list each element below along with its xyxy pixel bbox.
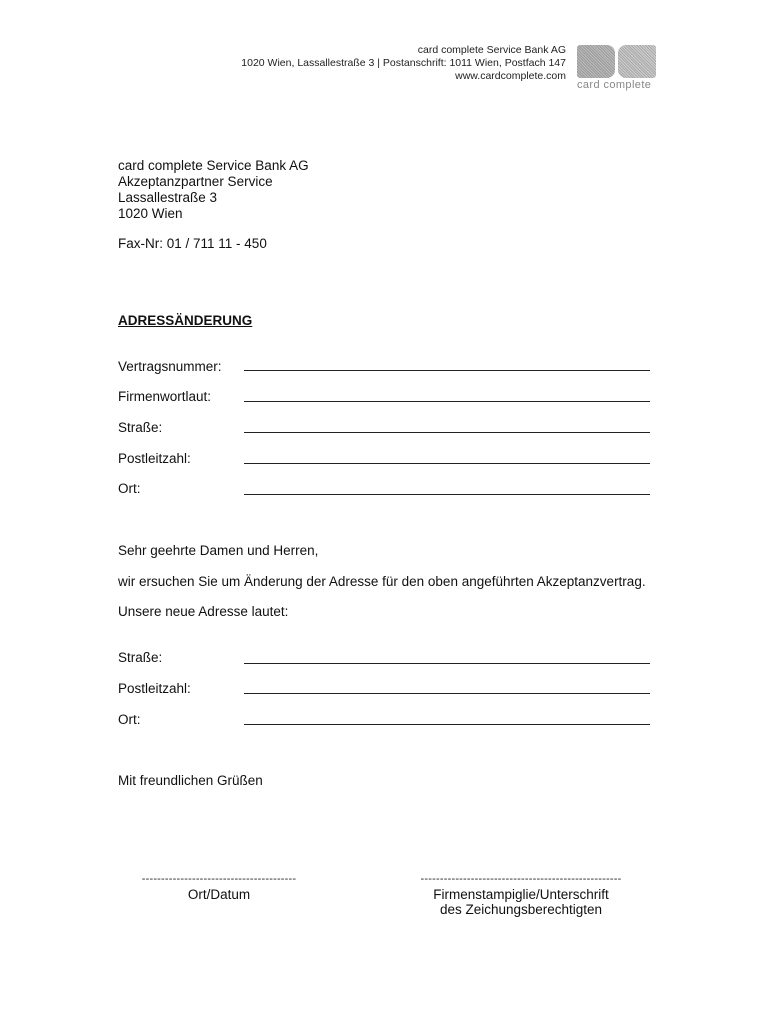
city-field[interactable] — [244, 494, 650, 495]
logo-block-right — [618, 45, 656, 78]
new-city-label: Ort: — [118, 712, 141, 727]
new-street-field[interactable] — [244, 663, 650, 664]
street-field[interactable] — [244, 432, 650, 433]
place-date-label: Ort/Datum — [187, 887, 251, 902]
signature-block — [405, 872, 637, 917]
city-label: Ort: — [118, 481, 141, 496]
signature-label-line-2: des Zeichungsberechtigten — [439, 902, 603, 917]
company-name-field[interactable] — [244, 401, 650, 402]
letterhead — [241, 44, 566, 83]
street-label: Straße: — [118, 420, 163, 435]
card-complete-logo — [577, 45, 659, 93]
letterhead-website: www.cardcomplete.com — [455, 70, 566, 82]
new-postal-code-label: Postleitzahl: — [118, 681, 191, 696]
contract-number-label: Vertragsnummer: — [118, 359, 222, 374]
postal-code-label: Postleitzahl: — [118, 451, 191, 466]
new-address-intro: Unsere neue Adresse lautet: — [118, 604, 289, 619]
signature-label-line-1: Firmenstampiglie/Unterschrift — [433, 887, 609, 902]
salutation: Sehr geehrte Damen und Herren, — [118, 543, 319, 558]
company-name-label: Firmenwortlaut: — [118, 389, 212, 404]
logo-text: card complete — [577, 79, 652, 91]
logo-block-left — [577, 45, 615, 78]
contract-number-field[interactable] — [244, 370, 650, 371]
document-title: ADRESSÄNDERUNG — [118, 313, 253, 328]
recipient-line-1: card complete Service Bank AG — [118, 158, 309, 173]
new-city-field[interactable] — [244, 724, 650, 725]
recipient-address — [118, 158, 309, 222]
logo-mark — [577, 45, 659, 78]
new-street-label: Straße: — [118, 650, 163, 665]
letterhead-company: card complete Service Bank AG — [417, 44, 566, 56]
place-date-block — [132, 872, 306, 902]
postal-code-field[interactable] — [244, 463, 650, 464]
recipient-line-3: Lassallestraße 3 — [118, 190, 218, 205]
place-date-line[interactable]: ---------------------------------------- — [141, 873, 297, 885]
signature-line[interactable]: ---------------------------------------------------- — [420, 873, 622, 885]
closing-greeting: Mit freundlichen Grüßen — [118, 773, 263, 788]
recipient-line-2: Akzeptanzpartner Service — [118, 174, 273, 189]
recipient-line-4: 1020 Wien — [118, 206, 183, 221]
new-postal-code-field[interactable] — [244, 693, 650, 694]
fax-number: Fax-Nr: 01 / 711 11 - 450 — [118, 236, 267, 251]
letterhead-address: 1020 Wien, Lassallestraße 3 | Postanschrift: 1011 Wien, Postfach 147 — [241, 57, 566, 69]
request-text: wir ersuchen Sie um Änderung der Adresse für den oben angeführten Akzeptanzvertrag. — [118, 574, 646, 589]
